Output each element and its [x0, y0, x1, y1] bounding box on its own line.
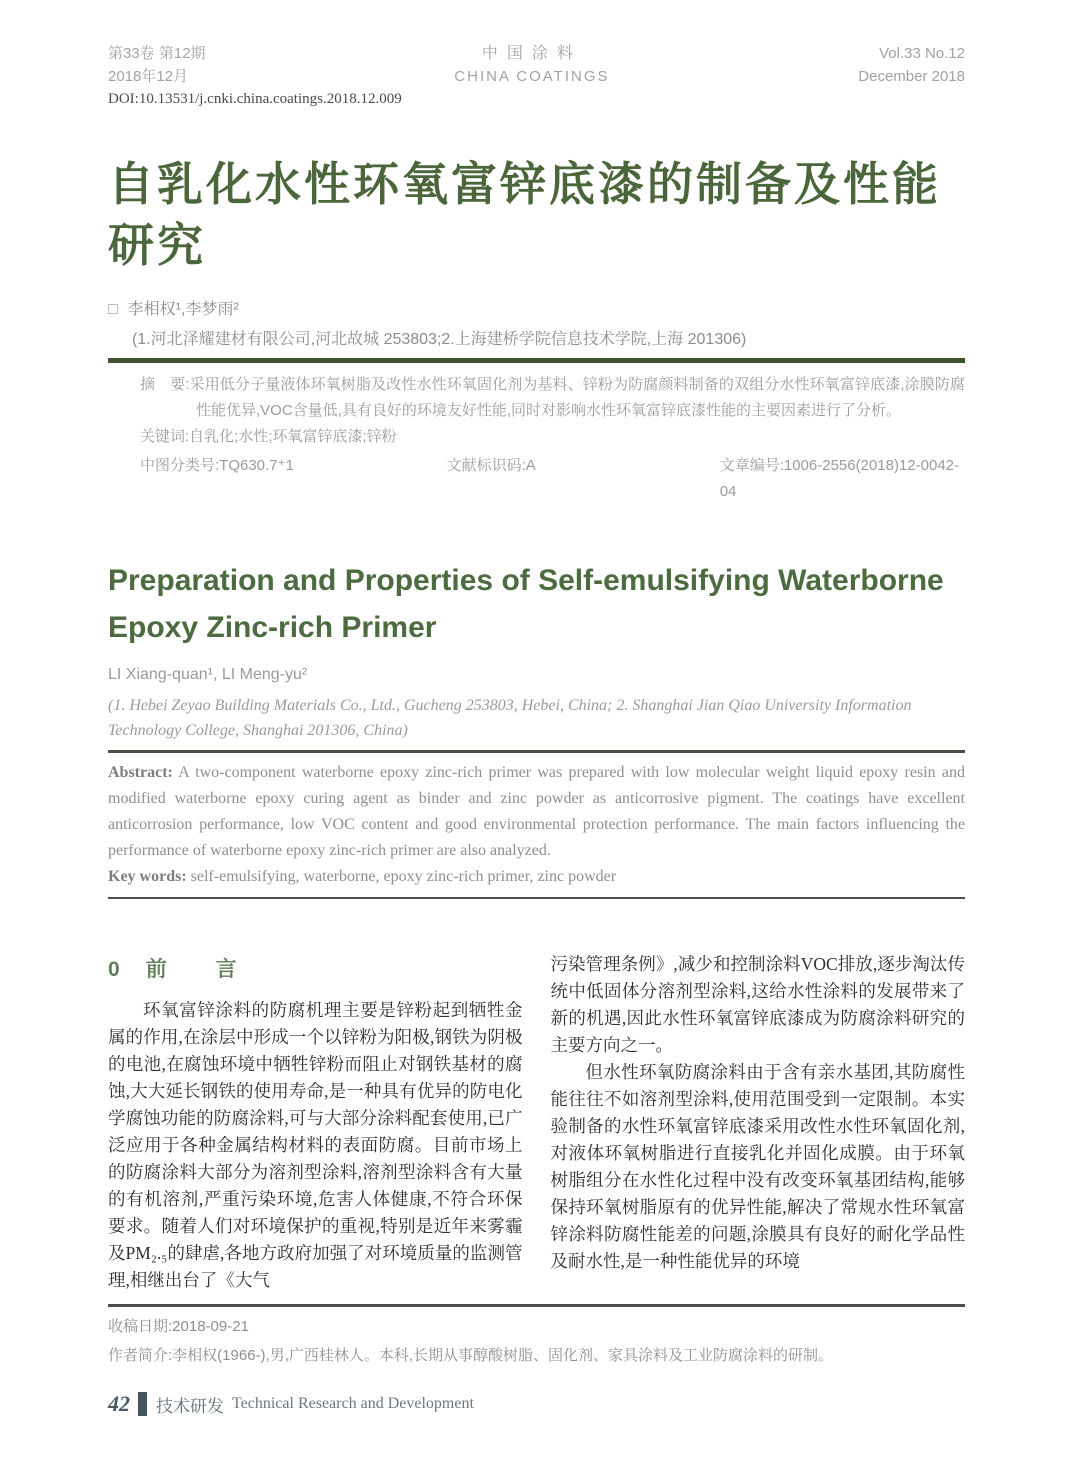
abstract-cn: [140, 372, 965, 424]
article-id-value: 1006-2556(2018)12-0042-04: [719, 457, 960, 500]
keywords-en: [108, 864, 965, 890]
article-title-en: Preparation and Properties of Self-emulsifying Waterborne Epoxy Zinc-rich Primer: [108, 564, 944, 644]
body-column-left: [108, 951, 523, 1294]
affiliation-en: (1. Hebei Zeyao Building Materials Co., Ltd., Gucheng 253803, Hebei, China; 2. Shanghai Jian Qiao University Information Technology College, Shanghai 201306, China): [108, 697, 912, 739]
article-title-cn: 自乳化水性环氧富锌底漆的制备及性能研究: [108, 158, 941, 271]
article-id-label: 文章编号:: [719, 457, 784, 474]
abstract-text-en: A two-component waterborne epoxy zinc-rich primer was prepared with low molecular weight liquid epoxy resin and modified waterborne epoxy curing agent as binder and zinc powder as anticorrosive pigment. The coatings have excellent anticorrosion performance, low VOC content and good environmental protection performance. The main factors influencing the performance of waterborne epoxy zinc-rich primer are also analyzed.: [108, 763, 965, 859]
abstract-block-cn: [108, 372, 965, 505]
journal-masthead: [108, 42, 965, 88]
journal-name-en: CHINA COATINGS: [454, 68, 610, 85]
date-cn: 2018年12月: [108, 68, 189, 85]
authors-en: LI Xiang-quan¹, LI Meng-yu²: [108, 666, 308, 683]
volume-issue-en: Vol.33 No.12: [879, 45, 965, 62]
article-id: [720, 453, 965, 505]
authors-line-cn: [108, 296, 965, 319]
author-bio-label: 作者简介:: [108, 1346, 173, 1364]
keywords-label-cn: 关键词:: [140, 428, 190, 445]
abstract-text-cn: 采用低分子量液体环氧树脂及改性水性环氧固化剂为基料、锌粉为防腐颜料制备的双组分水性环氧富锌底漆,涂膜防腐性能优异,VOC含量低,具有良好的环境友好性能,同时对影响水性环氧富锌底漆性能的主要因素进行了分析。: [189, 376, 965, 419]
divider-rule-bottom: [108, 897, 965, 900]
document-code-value: A: [525, 457, 536, 474]
masthead-volume-issue-en: [858, 42, 965, 88]
journal-name-cn: 中国涂料: [481, 45, 582, 62]
body-column-right: [551, 951, 966, 1294]
keywords-cn: [140, 424, 965, 450]
section-number: 0: [108, 958, 120, 981]
date-en: December 2018: [858, 68, 965, 85]
clc-number: [140, 453, 447, 505]
body-paragraph-left: 环氧富锌涂料的防腐机理主要是锌粉起到牺牲金属的作用,在涂层中形成一个以锌粉为阳极,钢铁为阴极的电池,在腐蚀环境中牺牲锌粉而阻止对钢铁基材的腐蚀,大大延长钢铁的使用寿命,是一种具有优异的防电化学腐蚀功能的防腐涂料,可与大部分涂料配套使用,已广泛应用于各种金属结构材料的表面防腐。目前市场上的防腐涂料大部分为溶剂型涂料,溶剂型涂料含有大量的有机溶剂,严重污染环境,危害人体健康,不符合环保要求。随着人们对环境保护的重视,特别是近年来雾霾及PM₂.₅的肆虐,各地方政府加强了对环境质量的监测管理,相继出台了《大气: [108, 1000, 523, 1290]
volume-issue-cn: 第33卷 第12期: [108, 45, 206, 62]
author-bio-text: 李相权(1966-),男,广西桂林人。本科,长期从事醇酸树脂、固化剂、家具涂料及工业防腐涂料的研制。: [172, 1346, 834, 1364]
body-paragraph-right-2: 但水性环氧防腐涂料由于含有亲水基团,其防腐性能往往不如溶剂型涂料,使用范围受到一定限制。本实验制备的水性环氧富锌底漆采用改性水性环氧固化剂,对液体环氧树脂进行直接乳化并固化成膜。由于环氧树脂组分在水性化过程中没有改变环氧基团结构,能够保持环氧树脂原有的优异性能,解决了常规水性环氧富锌涂料防腐性能差的问题,涂膜具有良好的耐化学品性及耐水性,是一种性能优异的环境: [550, 1062, 965, 1271]
affiliation-cn: (1.河北泽耀建材有限公司,河北故城 253803;2.上海建桥学院信息技术学院,上海 201306): [132, 331, 747, 348]
page-footer: [108, 1391, 474, 1417]
divider-rule-top: [108, 750, 965, 753]
author-marker-icon: □: [108, 301, 118, 318]
author-bio-line: [108, 1341, 965, 1370]
divider-bar-green: [108, 358, 965, 363]
masthead-volume-issue-cn: [108, 42, 206, 88]
footnote-divider: [108, 1304, 965, 1307]
document-code-label: 文献标识码:: [446, 457, 526, 474]
section-title: 前 言: [145, 958, 251, 981]
keywords-text-cn: 自乳化;水性;环氧富锌底漆;锌粉: [189, 428, 397, 445]
clc-value: TQ630.7⁺1: [219, 457, 294, 474]
abstract-label-cn: 摘 要:: [140, 376, 190, 393]
clc-label: 中图分类号:: [140, 457, 220, 474]
footer-section-en: Technical Research and Development: [232, 1395, 474, 1412]
received-date-label: 收稿日期:: [108, 1317, 173, 1335]
masthead-journal-name: [454, 42, 609, 88]
footer-bar-icon: [138, 1392, 147, 1416]
body-two-columns: [108, 951, 965, 1294]
document-code: [447, 453, 720, 505]
doi-line: DOI:10.13531/j.cnki.china.coatings.2018.12.009: [108, 91, 402, 107]
received-date-value: 2018-09-21: [172, 1317, 249, 1335]
keywords-label-en: Key words:: [108, 867, 187, 885]
section-heading: [108, 953, 523, 983]
article-meta-line: [140, 453, 965, 505]
authors-cn: 李相权¹,李梦雨²: [127, 301, 239, 318]
received-date-line: [108, 1312, 965, 1341]
abstract-label-en: Abstract:: [108, 763, 173, 781]
abstract-en: [108, 760, 965, 864]
body-paragraph-right-1: 污染管理条例》,减少和控制涂料VOC排放,逐步淘汰传统中低固体分溶剂型涂料,这给水性涂料的发展带来了新的机遇,因此水性环氧富锌底漆成为防腐涂料研究的主要方向之一。: [550, 954, 965, 1055]
footnotes-block: [108, 1312, 965, 1370]
page-number: 42: [108, 1391, 130, 1416]
keywords-text-en: self-emulsifying, waterborne, epoxy zinc-rich primer, zinc powder: [186, 867, 617, 885]
footer-section-cn: 技术研发: [156, 1396, 224, 1416]
